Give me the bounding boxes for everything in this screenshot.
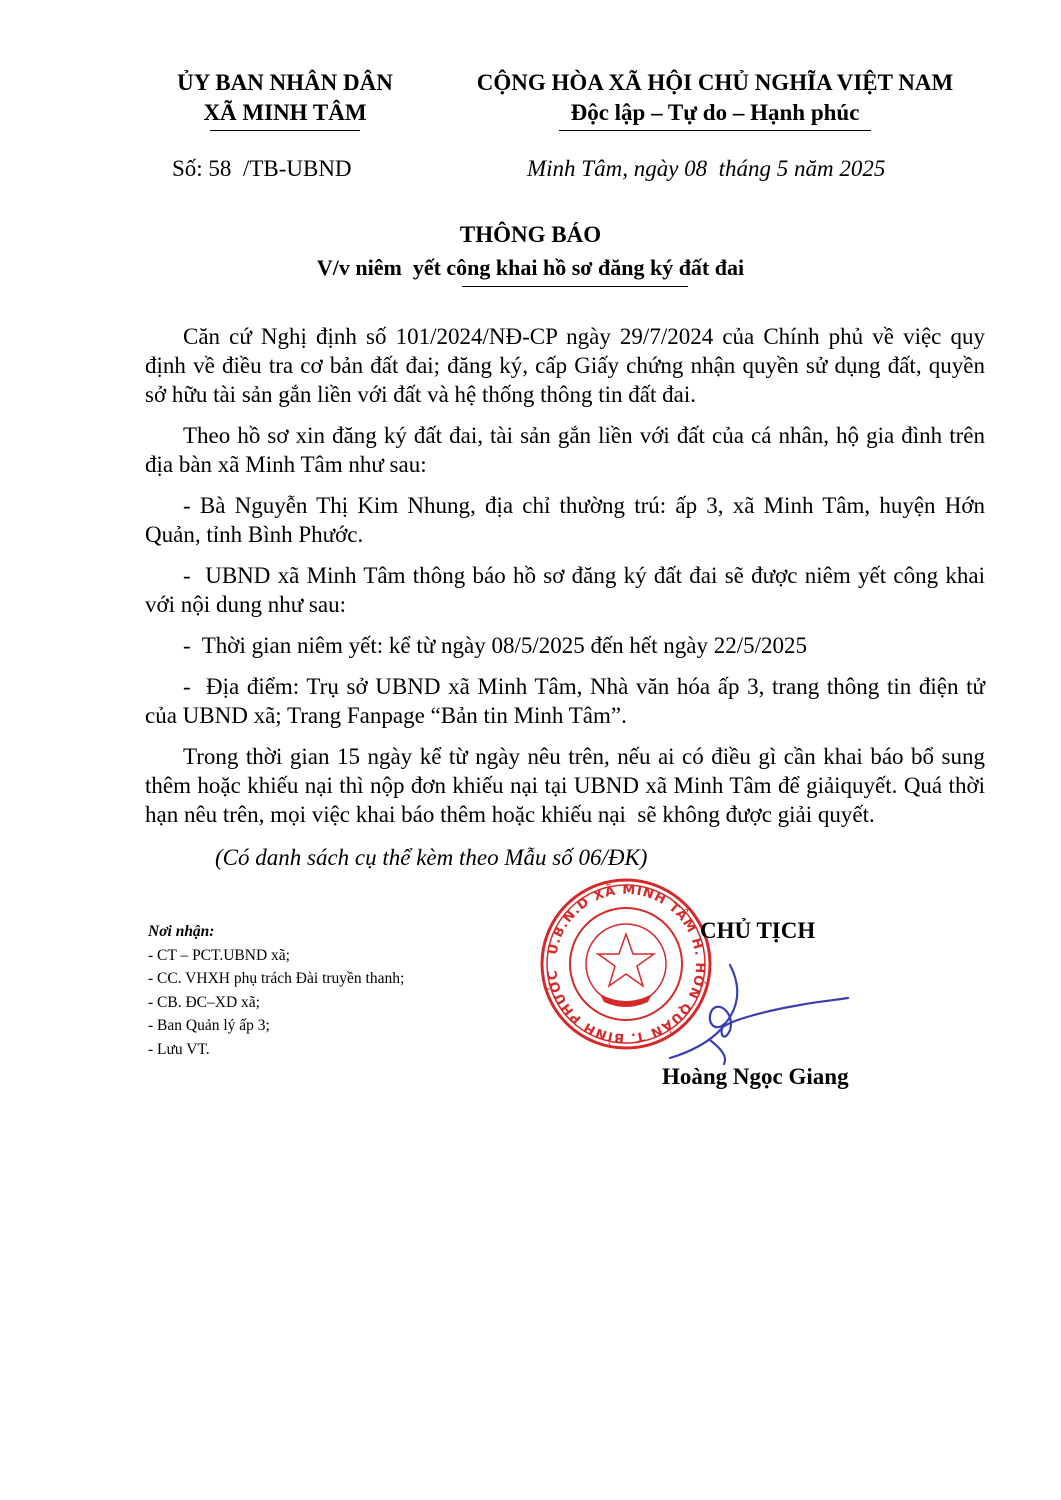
issuing-organization — [150, 68, 420, 131]
org-underline — [210, 130, 360, 131]
signer-title: CHỦ TỊCH — [700, 918, 816, 943]
document-title — [0, 218, 1061, 284]
document-number: Số: 58 /TB-UBND — [172, 156, 352, 181]
paragraph-complaints: Trong thời gian 15 ngày kể từ ngày nêu trên, nếu ai có điều gì cần khai báo bổ sung thêm hoặc khiếu nại thì nộp đơn khiếu nại tại UBND xã Minh Tâm để giảiquyết. Quá thời hạn nêu trên, mọi việc khai báo thêm hoặc khiếu nại sẽ không được giải quyết. — [145, 744, 991, 827]
recipient-item: - CT – PCT.UBND xã; — [148, 946, 290, 964]
national-motto — [455, 68, 975, 131]
title-main: THÔNG BÁO — [459, 222, 602, 247]
title-subject: V/v niêm yết công khai hồ sơ đăng ký đất đai — [316, 255, 745, 280]
recipient-item: - Lưu VT. — [148, 1040, 210, 1058]
recipient-item: - CB. ĐC–XD xã; — [148, 993, 260, 1011]
recipient-item: - Ban Quản lý ấp 3; — [148, 1017, 270, 1034]
attachment-note: (Có danh sách cụ thể kèm theo Mẫu số 06/ĐK) — [215, 845, 648, 870]
handwritten-signature — [650, 960, 850, 1070]
document-body — [145, 322, 991, 884]
motto: Độc lập – Tự do – Hạnh phúc — [570, 100, 860, 125]
recipient-item: - CC. VHXH phụ trách Đài truyền thanh; — [148, 970, 405, 987]
title-underline — [462, 286, 688, 287]
paragraph-legal-basis: Căn cứ Nghị định số 101/2024/NĐ-CP ngày 29/7/2024 của Chính phủ về việc quy định về điều tra cơ bản đất đai; đăng ký, cấp Giấy chứng nhận quyền sử dụng đất, quyền sở hữu tài sản gắn liền với đất và hệ thống thông tin đất đai. — [145, 324, 985, 407]
paragraph-announcement: - UBND xã Minh Tâm thông báo hồ sơ đăng ký đất đai sẽ được niêm yết công khai với nội dung như sau: — [145, 563, 991, 617]
recipients-list — [148, 920, 568, 1061]
seal-text: U.B.N.D XÃ MINH TÂM H. HỚN QUẢN T. BÌNH PHƯỚC — [545, 882, 708, 1046]
document-date: Minh Tâm, ngày 08 tháng 5 năm 2025 — [527, 156, 886, 181]
paragraph-context: Theo hồ sơ xin đăng ký đất đai, tài sản gắn liền với đất của cá nhân, hộ gia đình trên địa bàn xã Minh Tâm như sau: — [145, 423, 985, 477]
paragraph-location: - Địa điểm: Trụ sở UBND xã Minh Tâm, Nhà văn hóa ấp 3, trang thông tin điện tử của UBND xã; Trang Fanpage “Bản tin Minh Tâm”. — [145, 674, 991, 728]
org-line-2: XÃ MINH TÂM — [203, 100, 367, 125]
paragraph-applicant: - Bà Nguyễn Thị Kim Nhung, địa chỉ thường trú: ấp 3, xã Minh Tâm, huyện Hớn Quản, tỉnh Bình Phước. — [145, 493, 985, 547]
motto-underline — [559, 130, 871, 131]
org-line-1: ỦY BAN NHÂN DÂN — [177, 70, 393, 95]
signer-name: Hoàng Ngọc Giang — [662, 1064, 849, 1089]
nation-name: CỘNG HÒA XÃ HỘI CHỦ NGHĨA VIỆT NAM — [476, 70, 954, 95]
recipients-header: Nơi nhận: — [148, 923, 215, 940]
paragraph-time: - Thời gian niêm yết: kể từ ngày 08/5/2025 đến hết ngày 22/5/2025 — [183, 633, 808, 658]
